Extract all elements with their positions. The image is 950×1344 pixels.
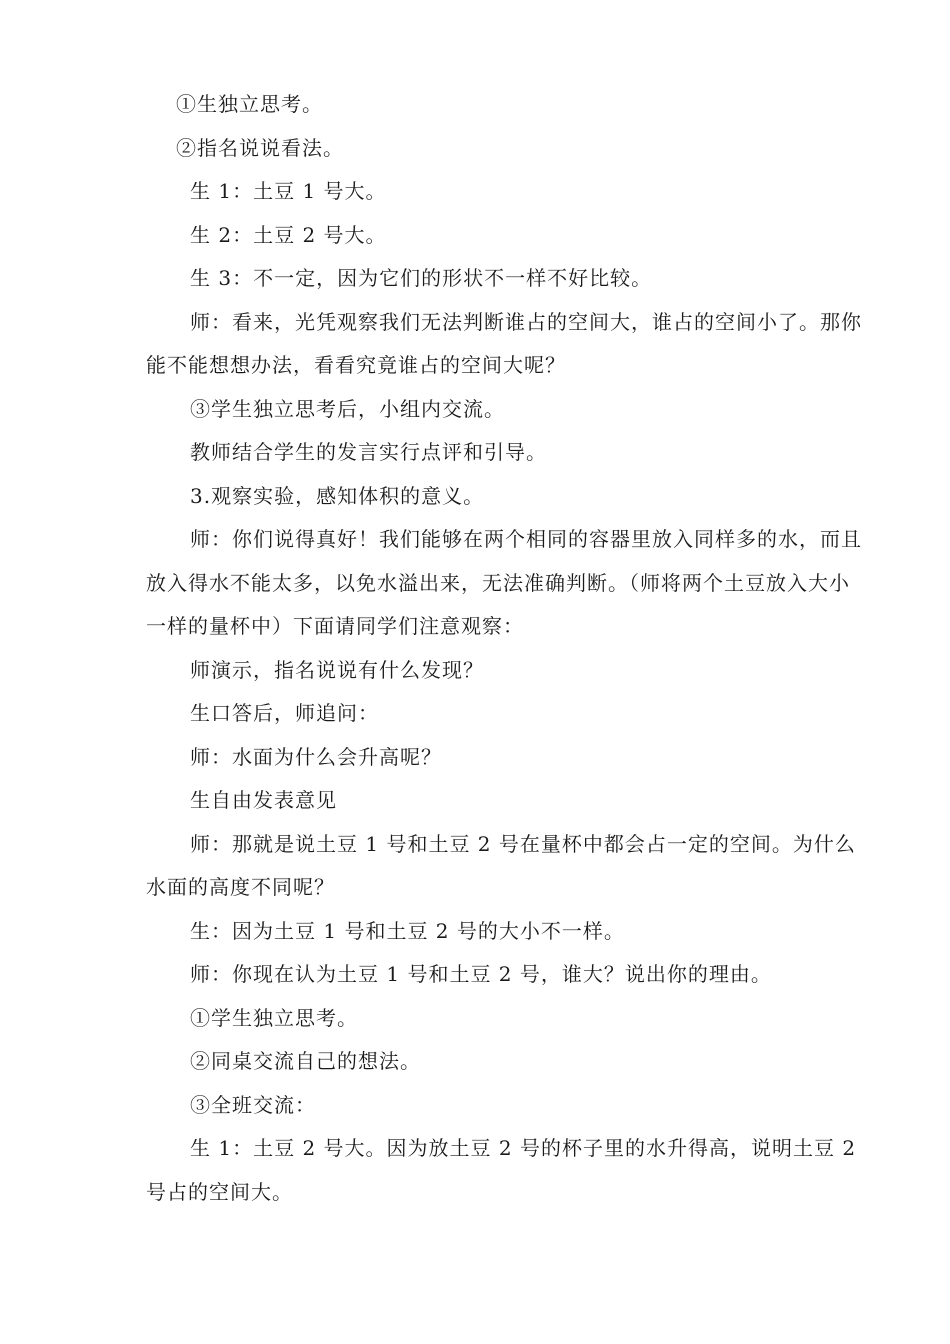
document-body [146, 83, 866, 1214]
paragraph-2: ②指名说说看法。 [176, 135, 344, 160]
paragraph-12: 生口答后，师追问： [190, 701, 379, 725]
paragraph-15: 师：那就是说土豆 1 号和土豆 2 号在量杯中都会占一定的空间。为什么水面的高度不同呢？ [146, 831, 856, 899]
paragraph-1: ①生独立思考。 [176, 92, 323, 116]
paragraph-4: 生 2：土豆 2 号大。 [190, 222, 387, 247]
paragraph-19: ②同桌交流自己的想法。 [190, 1049, 421, 1073]
paragraph-20: ③全班交流： [190, 1092, 316, 1117]
paragraph-10: 师：你们说得真好！我们能够在两个相同的容器里放入同样多的水，而且放入得水不能太多，以免水溢出来，无法准确判断。（师将两个土豆放入大小一样的量杯中）下面请同学们注意观察： [146, 527, 862, 638]
paragraph-21: 生 1：土豆 2 号大。因为放土豆 2 号的杯子里的水升得高，说明土豆 2 号占的空间大。 [146, 1136, 857, 1204]
paragraph-14: 生自由发表意见 [190, 788, 337, 812]
paragraph-6: 师：看来，光凭观察我们无法判断谁占的空间大，谁占的空间小了。那你能不能想想办法，看看究竟谁占的空间大呢？ [146, 309, 862, 377]
paragraph-3: 生 1：土豆 1 号大。 [190, 179, 387, 203]
paragraph-8: 教师结合学生的发言实行点评和引导。 [190, 440, 547, 464]
paragraph-11: 师演示，指名说说有什么发现？ [190, 657, 484, 682]
paragraph-16: 生：因为土豆 1 号和土豆 2 号的大小不一样。 [190, 918, 625, 943]
paragraph-18: ①学生独立思考。 [190, 1005, 358, 1030]
paragraph-9: 3.观察实验，感知体积的意义。 [190, 483, 485, 508]
paragraph-17: 师：你现在认为土豆 1 号和土豆 2 号，谁大？说出你的理由。 [190, 962, 772, 986]
paragraph-13: 师：水面为什么会升高呢？ [190, 744, 442, 769]
paragraph-5: 生 3：不一定，因为它们的形状不一样不好比较。 [190, 266, 653, 290]
paragraph-7: ③学生独立思考后，小组内交流。 [190, 396, 505, 421]
